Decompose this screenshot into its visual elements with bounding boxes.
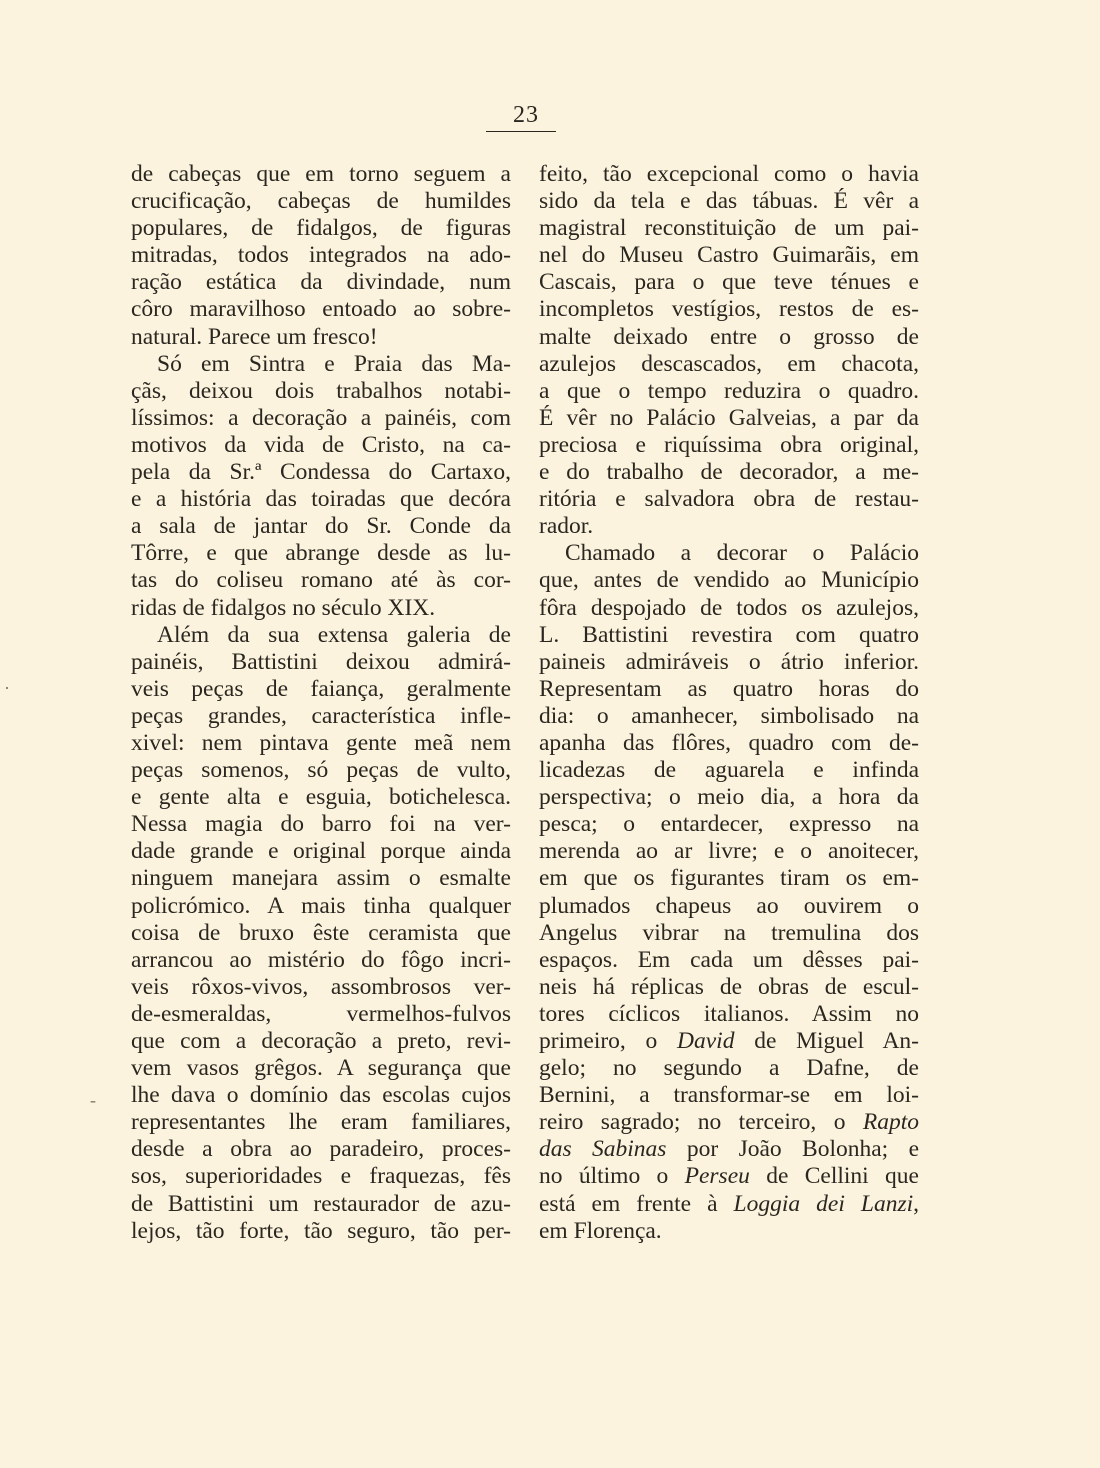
text-line: Representam as quatro horas do [539,675,919,702]
text-line: ninguem manejara assim o esmalte [131,865,511,892]
text-line: em que os figurantes tiram os em- [539,865,919,892]
text-line: em Florença. [539,1217,662,1244]
page-number: 23 [513,102,539,128]
text-line: Bernini, a transformar-se em loi- [539,1082,919,1109]
text-line: lejos, tão forte, tão seguro, tão per- [131,1217,511,1244]
text-line [539,1191,919,1218]
text-line: e do trabalho de decorador, a me- [539,459,919,486]
text-line: peças somenos, só peças de vulto, [131,757,511,784]
text-line: natural. Parece um fresco! [131,323,378,350]
text-line: nel do Museu Castro Guimarãis, em [539,242,919,269]
text-line: tas do coliseu romano até às cor- [131,567,511,594]
text-line: licadezas de aguarela e infinda [539,757,919,784]
text-fragment: de Miguel An- [734,1028,919,1054]
text-line: sido da tela e das tábuas. É vêr a [539,188,919,215]
text-line: ridas de fidalgos no século XIX. [131,594,436,621]
text-line: espaços. Em cada um dêsses pai- [539,946,919,973]
text-line: de Battistini um restaurador de azu- [131,1190,511,1217]
text-line: veis rôxos-vivos, assombrosos ver- [131,973,511,1000]
text-line: de-esmeraldas, vermelhos-fulvos [131,1000,511,1027]
text-line: Além da sua extensa galeria de [157,621,511,648]
text-line: merenda ao ar livre; e o anoitecer, [539,838,919,865]
text-line: representantes lhe eram familiares, [131,1109,511,1136]
text-fragment: primeiro, o [539,1028,678,1054]
text-fragment: , [913,1190,919,1217]
text-line: incompletos vestígios, restos de es- [539,296,919,323]
text-line: Angelus vibrar na tremulina dos [539,919,919,946]
text-line: feito, tão excepcional como o havia [539,161,919,187]
left-text-column [131,161,511,1245]
text-line [539,1163,919,1190]
text-line: azulejos descascados, em chacota, [539,350,919,377]
text-line: L. Battistini revestira com quatro [539,621,919,648]
text-line [539,1028,919,1055]
text-fragment: por João Bolonha; e [666,1136,920,1163]
text-line: Nessa magia do barro foi na ver- [131,811,511,838]
text-line: a sala de jantar do Sr. Conde da [131,513,511,540]
text-line: fôra despojado de todos os azulejos, [539,594,919,621]
text-line: perspectiva; o meio dia, a hora da [539,784,919,811]
italic-title: Perseu [684,1163,750,1190]
italic-title: Rapto [862,1109,919,1136]
text-line: paineis admiráveis o átrio inferior. [539,648,919,675]
text-line: ritória e salvadora obra de restau- [539,486,919,513]
text-fragment: de Cellini que [749,1163,919,1190]
text-line: e gente alta e esguia, botichelesca. [131,784,511,811]
text-line: gelo; no segundo a Dafne, de [539,1055,919,1082]
text-line: Só em Sintra e Praia das Ma- [157,350,511,377]
text-line: a que o tempo reduzira o quadro. [539,377,919,404]
text-line: preciosa e riquíssima obra original, [539,431,919,458]
text-line: tores cíclicos italianos. Assim no [539,1000,919,1027]
text-line: xivel: nem pintava gente meã nem [131,729,511,756]
text-line: que, antes de vendido ao Município [539,567,919,594]
text-line: Chamado a decorar o Palácio [565,540,919,567]
text-line: peças grandes, característica infle- [131,702,511,729]
text-line [539,1136,919,1163]
text-line: malte deixado entre o grosso de [539,323,919,350]
italic-title: David [677,1028,735,1054]
text-fragment: está em frente à [539,1190,734,1217]
text-line: rador. [539,513,594,540]
text-line: Cascais, para o que teve ténues e [539,269,919,296]
text-line: motivos da vida de Cristo, na ca- [131,431,511,458]
text-line: e a história das toiradas que decóra [131,486,511,513]
text-line: arrancou ao mistério do fôgo incri- [131,946,511,973]
text-line: Tôrre, e que abrange desde as lu- [131,540,511,567]
text-line: lhe dava o domínio das escolas cujos [131,1082,511,1109]
text-line: vem vasos grêgos. A segurança que [131,1055,511,1082]
text-line: neis há réplicas de obras de escul- [539,973,919,1000]
text-fragment: reiro sagrado; no terceiro, o [539,1109,863,1136]
text-line: sos, superioridades e fraquezas, fês [131,1163,511,1190]
text-line: de cabeças que em torno seguem a [131,161,511,187]
italic-title: das Sabinas [539,1136,667,1163]
text-line: desde a obra ao paradeiro, proces- [131,1136,511,1163]
text-line: dade grande e original porque ainda [131,838,511,865]
text-line: líssimos: a decoração a painéis, com [131,404,511,431]
text-line: crucificação, cabeças de humildes [131,188,511,215]
text-line: plumados chapeus ao ouvirem o [539,892,919,919]
text-line: ração estática da divindade, num [131,269,511,296]
italic-title: Loggia dei Lanzi [733,1190,914,1217]
text-line: dia: o amanhecer, simbolisado na [539,702,919,729]
text-line: populares, de fidalgos, de figuras [131,215,511,242]
text-line: côro maravilhoso entoado ao sobre- [131,296,511,323]
scan-mark: - [90,1090,96,1110]
text-fragment: no último o [539,1163,685,1190]
text-line: çãs, deixou dois trabalhos notabi- [131,377,511,404]
text-line: apanha das flôres, quadro com de- [539,729,919,756]
text-line: É vêr no Palácio Galveias, a par da [539,404,919,431]
text-line: veis peças de faiança, geralmente [131,675,511,702]
text-line [539,1109,919,1136]
right-text-column [539,161,919,1245]
text-line: magistral reconstituição de um pai- [539,215,919,242]
text-line: pela da Sr.ª Condessa do Cartaxo, [131,459,511,486]
scan-mark: · [4,678,10,698]
text-line: mitradas, todos integrados na ado- [131,242,511,269]
text-line: pesca; o entardecer, expresso na [539,811,919,838]
text-line: que com a decoração a preto, revi- [131,1028,511,1054]
text-line: painéis, Battistini deixou admirá- [131,648,511,675]
text-line: coisa de bruxo êste ceramista que [131,919,511,946]
text-line: policrómico. A mais tinha qualquer [131,892,511,919]
page-number-rule [486,131,556,132]
